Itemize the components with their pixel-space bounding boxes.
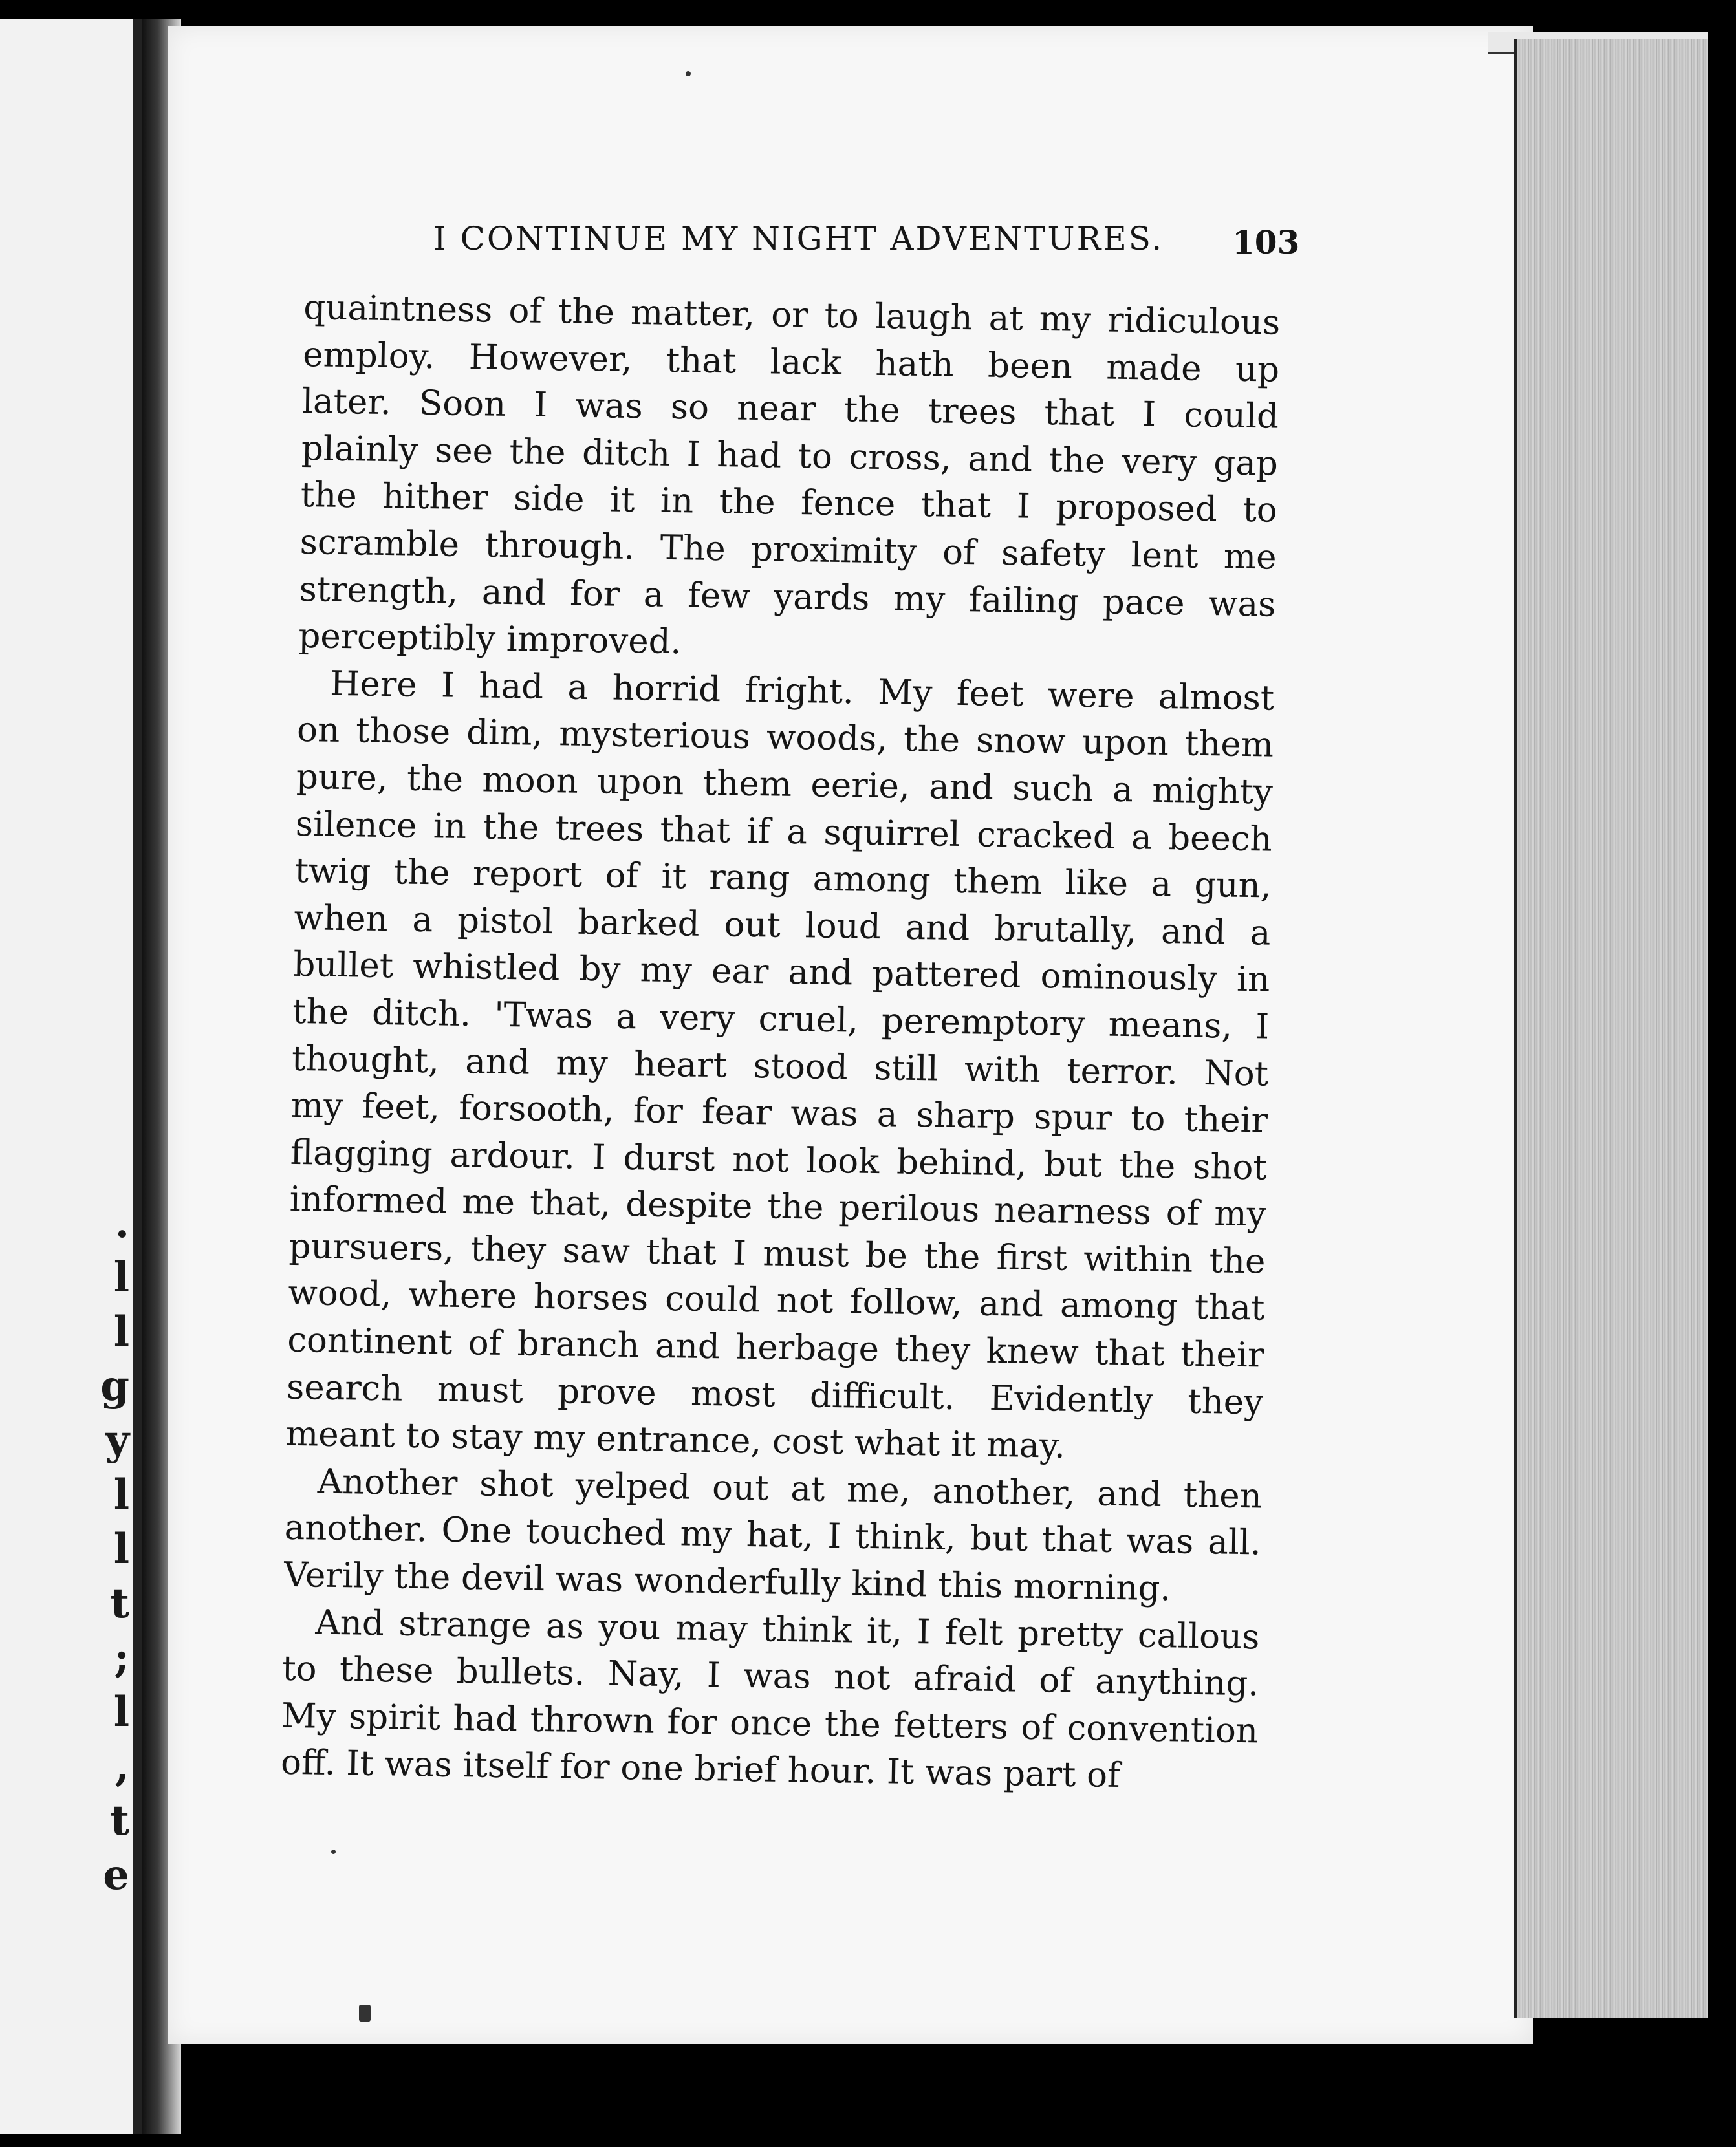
ink-speck (686, 71, 691, 76)
text-line: on those dim, mysterious woods, the snow upon them (296, 710, 1274, 765)
text-line: strength, and for a few yards my failing pace was (299, 569, 1276, 625)
text-line: twig the report of it rang among them like a gun, (294, 851, 1272, 906)
facing-page-glyph: l (113, 1688, 129, 1736)
text-line: scramble through. The proximity of safety lent me (299, 522, 1277, 577)
text-line: flagging ardour. I durst not look behind, but the shot (290, 1132, 1268, 1188)
text-line: And strange as you may think it, I felt pretty callous (315, 1602, 1260, 1657)
text-line: search must prove most difficult. Evidently they (286, 1367, 1264, 1423)
page-number: 103 (1232, 223, 1300, 261)
facing-page-glyph: l (113, 1471, 129, 1519)
facing-page-glyph: l (113, 1308, 129, 1356)
facing-page-glyph: ; (114, 1634, 129, 1682)
facing-page-glyph: t (110, 1796, 129, 1845)
text-line: bullet whistled by my ear and pattered ominously in (292, 945, 1270, 1000)
ink-speck (331, 1850, 336, 1854)
running-head: I CONTINUE MY NIGHT ADVENTURES. (433, 220, 1164, 257)
facing-page-glyph: e (103, 1851, 129, 1899)
text-line: informed me that, despite the perilous nearness of my (289, 1180, 1267, 1235)
text-line: off. It was itself for one brief hour. It was part of (280, 1743, 1121, 1796)
text-line: Here I had a horrid fright. My feet were almost (329, 664, 1275, 718)
text-line: pursuers, they saw that I must be the first within the (288, 1226, 1266, 1282)
facing-page-glyph: l (113, 1525, 129, 1573)
text-line: quaintness of the matter, or to laugh at my ridiculous (303, 287, 1281, 343)
facing-page-edge (0, 19, 142, 2134)
text-line: to these bullets. Nay, I was not afraid of anything. (281, 1648, 1259, 1704)
text-line: when a pistol barked out loud and brutally, and a (294, 898, 1271, 953)
text-line: the ditch. 'Twas a very cruel, peremptory means, I (292, 991, 1270, 1047)
text-line: another. One touched my hat, I think, but that was all. (284, 1508, 1262, 1563)
ink-speck (359, 2005, 371, 2022)
text-line: silence in the trees that if a squirrel cracked a beech (295, 804, 1273, 859)
text-line: later. Soon I was so near the trees that I could (301, 382, 1279, 437)
text-line: My spirit had thrown for once the fetters of convention (281, 1696, 1259, 1751)
text-line: my feet, forsooth, for fear was a sharp spur to their (290, 1085, 1268, 1141)
facing-page-glyph: g (100, 1362, 129, 1410)
facing-page-glyph: t (110, 1579, 129, 1628)
page-fore-edge (1514, 39, 1708, 2018)
text-line: the hither side it in the fence that I proposed to (300, 475, 1278, 531)
text-line: Another shot yelped out at me, another, and then (317, 1462, 1263, 1516)
text-line: meant to stay my entrance, cost what it may. (285, 1414, 1066, 1466)
facing-page-glyph: . (114, 1199, 129, 1247)
text-line: wood, where horses could not follow, and among that (288, 1273, 1265, 1328)
text-line: perceptibly improved. (298, 616, 682, 662)
text-line: plainly see the ditch I had to cross, and the very gap (301, 428, 1279, 484)
text-line: employ. However, that lack hath been made up (302, 334, 1280, 390)
facing-page-glyph: y (105, 1416, 129, 1465)
text-line: pure, the moon upon them eerie, and such a mighty (296, 757, 1274, 812)
body-text (281, 285, 1281, 1802)
text-line: Verily the devil was wonderfully kind this morning. (283, 1555, 1171, 1609)
text-line: continent of branch and herbage they knew that their (287, 1320, 1264, 1376)
facing-page-glyph: l (113, 1253, 129, 1302)
text-line: thought, and my heart stood still with terror. Not (291, 1039, 1269, 1094)
facing-page-glyph: , (114, 1742, 129, 1791)
